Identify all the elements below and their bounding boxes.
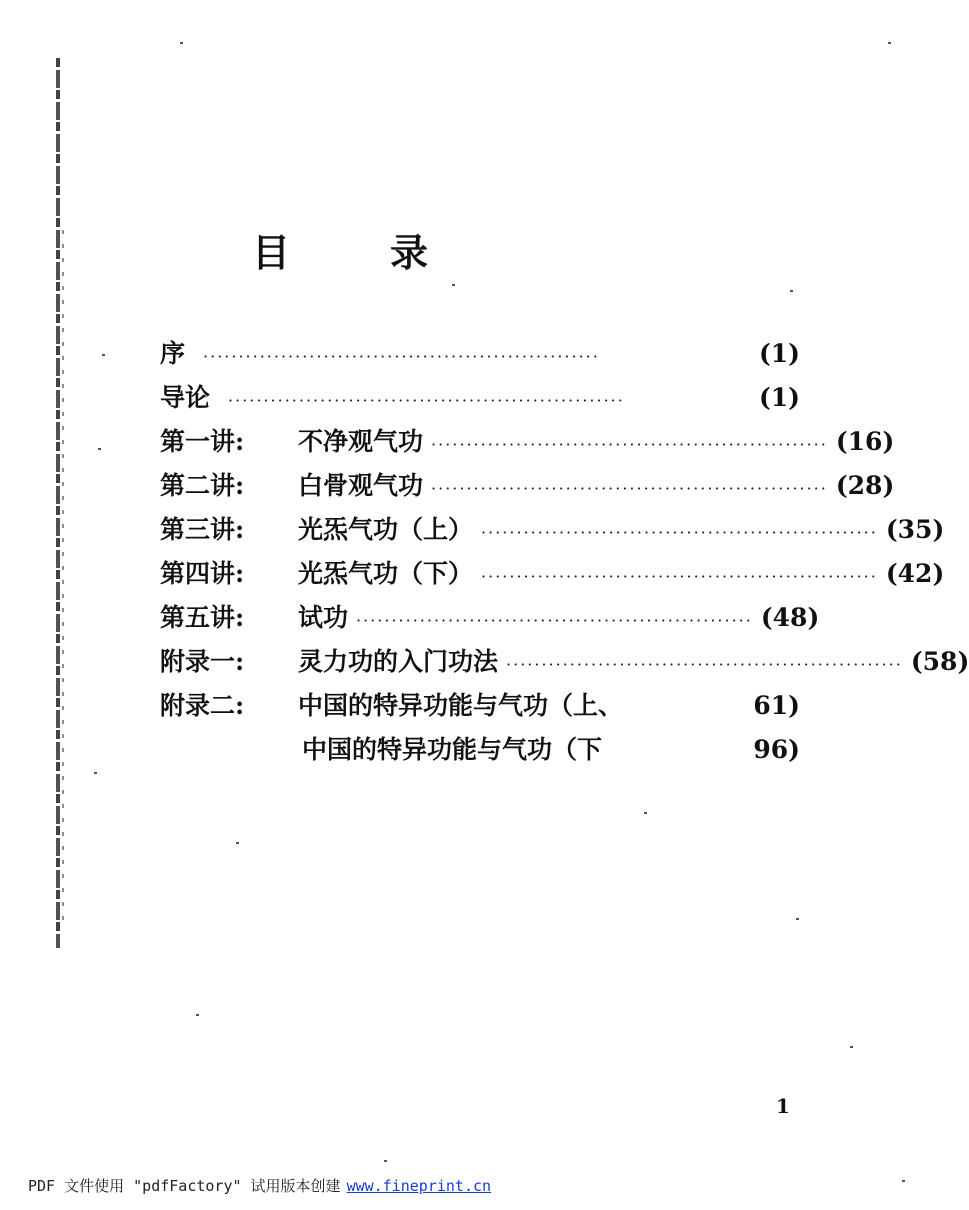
toc-row-introduction[interactable]	[160, 378, 800, 422]
toc-chapter-title: 不净观气功	[298, 427, 424, 456]
scan-speck	[452, 284, 455, 286]
toc-page-ref: (1)	[758, 383, 800, 412]
footer-text: PDF 文件使用 "pdfFactory" 试用版本创建	[28, 1177, 341, 1195]
scan-speck	[902, 1180, 905, 1182]
dot-leader: ························································	[481, 567, 878, 586]
toc-page-ref: (16)	[835, 427, 895, 456]
scan-speck	[644, 812, 647, 814]
toc-chapter-number: 第三讲:	[160, 515, 245, 544]
dot-leader: ························································	[228, 391, 625, 410]
binding-edge-shadow	[62, 230, 64, 930]
toc-chapter-title: 试功	[298, 603, 349, 632]
toc-chapter-title: 白骨观气功	[298, 471, 424, 500]
toc-page-ref: (58)	[910, 647, 969, 676]
toc-chapter-number: 第五讲:	[160, 603, 245, 632]
toc-chapter-title: 灵力功的入门功法	[298, 647, 499, 676]
toc-page-ref: 96)	[753, 735, 800, 764]
toc-row-appendix-2-continued[interactable]	[160, 730, 800, 774]
toc-heading	[252, 222, 428, 277]
toc-page-ref: (35)	[885, 515, 945, 544]
scan-speck	[102, 354, 105, 356]
toc-heading-right: 录	[390, 230, 429, 275]
toc-row-lecture-2[interactable]	[160, 466, 895, 510]
dot-leader: ························································	[431, 479, 828, 498]
toc-row-preface[interactable]	[160, 334, 800, 378]
toc-row-lecture-3[interactable]	[160, 510, 945, 554]
scan-speck	[196, 1014, 199, 1016]
dot-leader: ························································	[481, 523, 878, 542]
toc-chapter-number: 第二讲:	[160, 471, 245, 500]
scan-speck	[384, 1160, 387, 1162]
scan-speck	[94, 772, 97, 774]
dot-leader: ························································	[203, 347, 600, 366]
toc-entry-label: 导论	[160, 383, 211, 412]
toc-page-ref: (28)	[835, 471, 895, 500]
toc-row-lecture-4[interactable]	[160, 554, 945, 598]
toc-entry-label: 序	[160, 339, 186, 368]
dot-leader: ························································	[356, 611, 753, 630]
toc-chapter-number: 附录二:	[160, 691, 245, 720]
toc-page-ref: (48)	[760, 603, 820, 632]
toc-page-ref: (42)	[885, 559, 945, 588]
toc-chapter-title: 中国的特异功能与气功（上、	[298, 691, 624, 720]
scan-speck	[98, 448, 101, 450]
toc-chapter-title: 中国的特异功能与气功（下	[302, 735, 603, 764]
toc-row-appendix-1[interactable]	[160, 642, 969, 686]
fineprint-link[interactable]: www.fineprint.cn	[346, 1177, 492, 1195]
scan-speck	[180, 42, 183, 44]
toc-chapter-number: 第四讲:	[160, 559, 245, 588]
toc-chapter-title: 光炁气功（上）	[298, 515, 474, 544]
toc-heading-left: 目	[252, 230, 291, 275]
scan-speck	[850, 1046, 853, 1048]
toc-row-lecture-1[interactable]	[160, 422, 895, 466]
toc-chapter-number: 附录一:	[160, 647, 245, 676]
dot-leader: ························································	[431, 435, 828, 454]
scan-speck	[888, 42, 891, 44]
pdf-watermark-footer	[28, 1175, 491, 1196]
page-number: 1	[776, 1094, 790, 1118]
toc-page-ref: 61)	[753, 691, 800, 720]
toc-chapter-title: 光炁气功（下）	[298, 559, 474, 588]
binding-edge	[56, 58, 60, 948]
toc-row-appendix-2[interactable]	[160, 686, 800, 730]
toc-row-lecture-5[interactable]	[160, 598, 820, 642]
dot-leader: ························································	[506, 655, 903, 674]
scan-speck	[790, 290, 793, 292]
toc-page-ref: (1)	[758, 339, 800, 368]
toc-chapter-number: 第一讲:	[160, 427, 245, 456]
scan-speck	[236, 842, 239, 844]
toc-list	[160, 334, 969, 774]
scan-speck	[796, 918, 799, 920]
